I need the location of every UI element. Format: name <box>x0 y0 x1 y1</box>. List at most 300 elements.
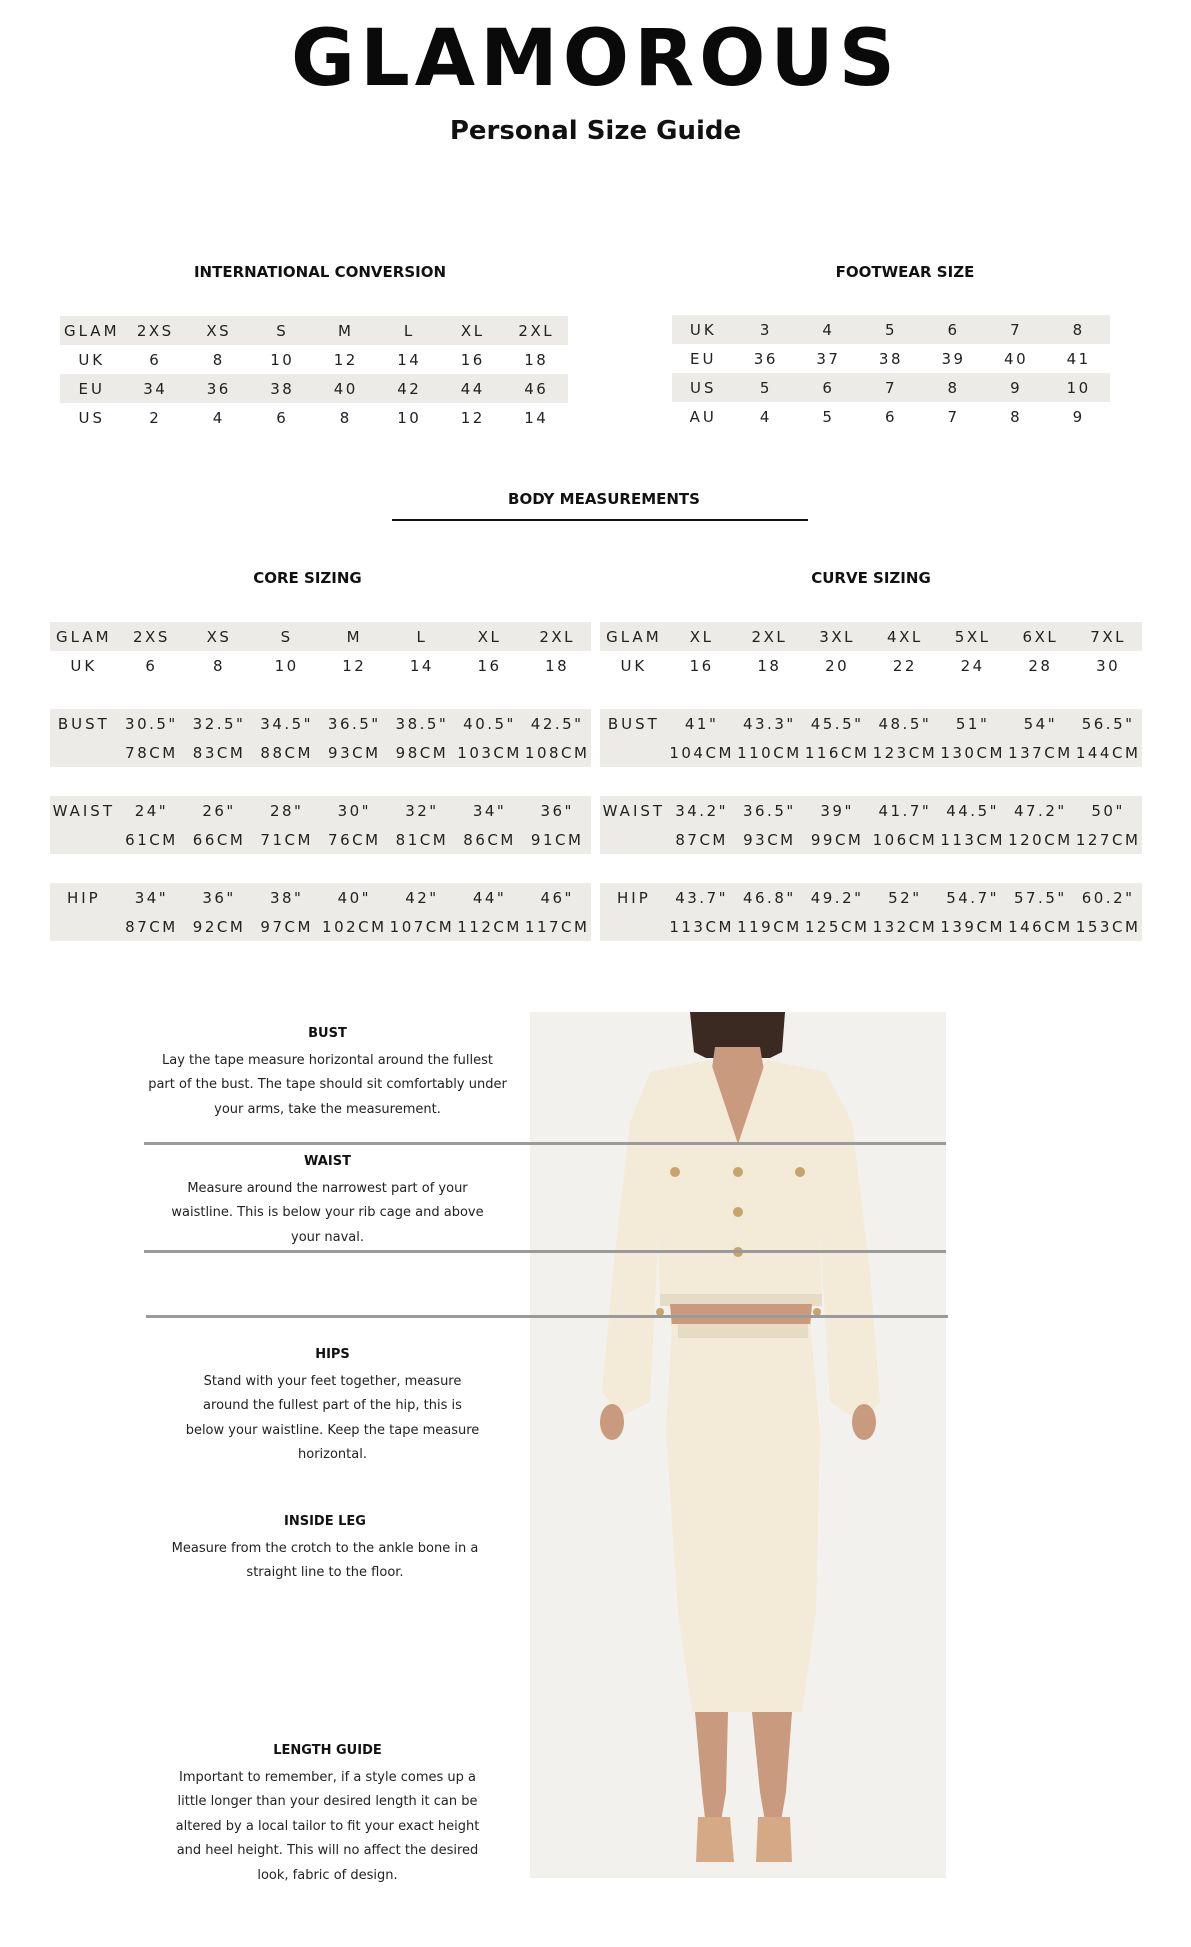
table-cell: 50" <box>1074 796 1142 825</box>
guide-bust <box>140 1022 515 1122</box>
table-cell: 8 <box>922 373 985 402</box>
table-cell: 34" <box>456 796 524 825</box>
table-cell: 30 <box>1096 656 1121 675</box>
table-cell: L <box>388 622 456 651</box>
spacer-cell <box>456 854 524 883</box>
table-cell: 8 <box>339 408 352 427</box>
guide-heading: HIPS <box>315 1347 350 1362</box>
row-header-cell: HIP <box>50 883 118 912</box>
row-header-cell <box>50 825 118 854</box>
guide-text-line: and heel height. This will no affect the desired <box>176 1843 479 1858</box>
table-cell: 34 <box>124 374 188 403</box>
table-cell: 144CM <box>1074 738 1142 767</box>
footwear-row <box>672 402 1110 431</box>
row-header-cell: WAIST <box>50 796 118 825</box>
table-cell: 14 <box>524 408 549 427</box>
waist-inch-row <box>50 796 591 825</box>
table-cell: 3XL <box>803 622 871 651</box>
table-cell: 9 <box>1072 407 1085 426</box>
table-cell: 36.5" <box>736 796 804 825</box>
table-cell: 12 <box>342 656 367 675</box>
table-cell: 10 <box>397 408 422 427</box>
bust-inch-row <box>50 709 591 738</box>
table-cell: XS <box>185 622 253 651</box>
table-cell: 102CM <box>321 912 389 941</box>
table-cell: 103CM <box>456 738 524 767</box>
spacer-cell <box>118 680 186 709</box>
curve-sizing-body <box>600 622 1142 941</box>
spacer-cell <box>456 680 524 709</box>
intl-conversion-body <box>60 316 568 432</box>
table-cell: 88CM <box>253 738 321 767</box>
guide-line-waist <box>144 1250 946 1253</box>
spacer-cell <box>185 854 253 883</box>
spacer-cell <box>388 767 456 796</box>
table-cell: 32.5" <box>185 709 253 738</box>
table-spacer-row <box>600 680 1142 709</box>
table-cell: 30.5" <box>118 709 186 738</box>
intl-row <box>60 374 568 403</box>
row-header-cell: US <box>672 373 735 402</box>
hip-cm-row <box>600 912 1142 941</box>
table-cell: 6 <box>149 350 162 369</box>
table-cell: 44" <box>456 883 524 912</box>
table-cell: 60.2" <box>1074 883 1142 912</box>
table-cell: 7 <box>947 407 960 426</box>
spacer-cell <box>523 680 591 709</box>
row-header-cell: HIP <box>600 883 668 912</box>
brand-logo: GLAMOROUS <box>291 14 900 104</box>
size-header-row <box>600 622 1142 651</box>
table-cell: 2XS <box>118 622 186 651</box>
core-sizing-body <box>50 622 591 941</box>
spacer-cell <box>668 680 736 709</box>
guide-length <box>140 1739 515 1888</box>
row-header-cell: UK <box>70 656 98 675</box>
guide-text-line: waistline. This is below your rib cage and above <box>171 1205 484 1220</box>
guide-text-line: Measure from the crotch to the ankle bone in a <box>171 1540 479 1556</box>
table-cell: 38 <box>878 349 904 368</box>
row-header-cell: EU <box>60 374 124 403</box>
table-cell: 28" <box>253 796 321 825</box>
row-header-cell: GLAM <box>60 316 124 345</box>
spacer-cell <box>939 680 1007 709</box>
table-cell: S <box>253 622 321 651</box>
core-sizing-title: CORE SIZING <box>253 569 362 587</box>
spacer-cell <box>871 680 939 709</box>
footwear-table <box>672 315 1110 431</box>
footwear-title: FOOTWEAR SIZE <box>835 263 975 281</box>
row-header-cell: WAIST <box>600 796 668 825</box>
table-cell: 123CM <box>871 738 939 767</box>
table-cell: 113CM <box>668 912 736 941</box>
uk-row <box>50 651 591 680</box>
table-cell: 40 <box>314 374 378 403</box>
spacer-cell <box>803 680 871 709</box>
table-cell: 14 <box>409 656 434 675</box>
table-cell: 6 <box>145 656 158 675</box>
table-cell: M <box>321 622 389 651</box>
table-cell: 4 <box>759 407 772 426</box>
table-cell: 104CM <box>668 738 736 767</box>
guide-hips <box>140 1343 525 1468</box>
row-header-cell: AU <box>689 407 717 426</box>
guide-inside-leg <box>140 1510 510 1586</box>
spacer-cell <box>939 854 1007 883</box>
table-cell: 38 <box>251 374 315 403</box>
table-cell: 44 <box>441 374 505 403</box>
table-cell: 10 <box>270 350 295 369</box>
table-cell: 5 <box>822 407 835 426</box>
table-cell: 61CM <box>118 825 186 854</box>
table-cell: 99CM <box>803 825 871 854</box>
table-cell: 41" <box>668 709 736 738</box>
spacer-cell <box>736 854 804 883</box>
row-header-cell: US <box>78 408 105 427</box>
spacer-cell <box>321 680 389 709</box>
intl-row <box>60 403 568 432</box>
guide-text-line: Important to remember, if a style comes up a <box>179 1769 476 1785</box>
guide-text-line: altered by a local tailor to fit your exact height <box>175 1818 480 1834</box>
table-cell: 34.2" <box>668 796 736 825</box>
table-cell: 18 <box>545 656 570 675</box>
row-header-cell: UK <box>78 350 106 369</box>
table-cell: 8 <box>1010 407 1023 426</box>
table-cell: 5XL <box>939 622 1007 651</box>
table-cell: 112CM <box>456 912 524 941</box>
table-cell: 117CM <box>523 912 591 941</box>
spacer-cell <box>1007 767 1075 796</box>
table-spacer-row <box>50 680 591 709</box>
table-cell: 39" <box>803 796 871 825</box>
table-cell: 107CM <box>388 912 456 941</box>
table-cell: 81CM <box>388 825 456 854</box>
row-header-cell <box>600 912 668 941</box>
table-cell: 18 <box>757 656 782 675</box>
table-cell: 36" <box>523 796 591 825</box>
spacer-cell <box>388 854 456 883</box>
spacer-cell <box>321 767 389 796</box>
table-cell: 8 <box>213 656 226 675</box>
table-cell: 43.3" <box>736 709 804 738</box>
table-cell: 7 <box>985 315 1048 344</box>
table-cell: 116CM <box>803 738 871 767</box>
table-cell: 10 <box>1047 373 1110 402</box>
table-cell: 36 <box>753 349 778 368</box>
table-cell: 130CM <box>939 738 1007 767</box>
table-cell: 22 <box>892 656 917 675</box>
spacer-cell <box>523 854 591 883</box>
spacer-cell <box>253 680 321 709</box>
table-cell: 98CM <box>388 738 456 767</box>
spacer-cell <box>118 854 186 883</box>
guide-text-line: horizontal. <box>298 1447 367 1462</box>
table-cell: 49.2" <box>803 883 871 912</box>
table-cell: 38.5" <box>388 709 456 738</box>
table-cell: 137CM <box>1007 738 1075 767</box>
table-cell: 66CM <box>185 825 253 854</box>
table-cell: M <box>314 316 378 345</box>
spacer-cell <box>803 854 871 883</box>
table-cell: 16 <box>477 656 502 675</box>
guide-text-line: Measure around the narrowest part of your <box>187 1180 468 1196</box>
table-cell: 87CM <box>118 912 186 941</box>
spacer-cell <box>600 767 668 796</box>
table-cell: 41 <box>1066 349 1091 368</box>
body-measurements-rule <box>392 519 808 521</box>
table-cell: 113CM <box>939 825 1007 854</box>
table-cell: 4 <box>212 408 225 427</box>
table-cell: 20 <box>825 656 850 675</box>
spacer-cell <box>939 767 1007 796</box>
spacer-cell <box>668 854 736 883</box>
table-cell: 6 <box>276 408 289 427</box>
intl-row <box>60 316 568 345</box>
table-cell: 46 <box>505 374 569 403</box>
bust-cm-row <box>50 738 591 767</box>
guide-text-line: straight line to the floor. <box>246 1565 404 1580</box>
table-cell: 41.7" <box>871 796 939 825</box>
table-cell: 108CM <box>523 738 591 767</box>
table-cell: 91CM <box>523 825 591 854</box>
table-cell: 34.5" <box>253 709 321 738</box>
guide-text-line: Stand with your feet together, measure <box>203 1373 462 1389</box>
spacer-cell <box>600 680 668 709</box>
guide-text-line: little longer than your desired length it can be <box>177 1794 478 1809</box>
guide-text-line: look, fabric of design. <box>257 1867 398 1883</box>
hip-cm-row <box>50 912 591 941</box>
table-cell: S <box>251 316 315 345</box>
intl-conversion-title: INTERNATIONAL CONVERSION <box>193 263 447 281</box>
guide-text-line: below your waistline. Keep the tape measure <box>185 1422 480 1438</box>
spacer-cell <box>50 854 118 883</box>
footwear-row <box>672 373 1110 402</box>
table-cell: 2XL <box>505 316 569 345</box>
table-spacer-row <box>600 767 1142 796</box>
table-cell: XL <box>668 622 736 651</box>
table-cell: 87CM <box>668 825 736 854</box>
table-cell: 30" <box>321 796 389 825</box>
page-subtitle: Personal Size Guide <box>449 116 742 146</box>
table-cell: 153CM <box>1074 912 1142 941</box>
table-cell: 120CM <box>1007 825 1075 854</box>
table-cell: 12 <box>333 350 358 369</box>
table-cell: 42" <box>388 883 456 912</box>
table-cell: 32" <box>388 796 456 825</box>
table-cell: 6XL <box>1007 622 1075 651</box>
row-header-cell: BUST <box>50 709 118 738</box>
row-header-cell: EU <box>690 349 717 368</box>
table-cell: 51" <box>939 709 1007 738</box>
table-cell: L <box>378 316 442 345</box>
guide-heading: INSIDE LEG <box>284 1514 366 1529</box>
spacer-cell <box>736 680 804 709</box>
table-cell: 39 <box>941 349 966 368</box>
guide-heading: WAIST <box>304 1154 351 1169</box>
table-cell: 78CM <box>118 738 186 767</box>
table-cell: 57.5" <box>1007 883 1075 912</box>
table-cell: 16 <box>460 350 485 369</box>
table-cell: 43.7" <box>668 883 736 912</box>
table-cell: 37 <box>816 349 841 368</box>
table-cell: 92CM <box>185 912 253 941</box>
table-cell: 139CM <box>939 912 1007 941</box>
table-cell: 93CM <box>736 825 804 854</box>
table-spacer-row <box>50 854 591 883</box>
spacer-cell <box>1074 680 1142 709</box>
table-cell: 6 <box>884 407 897 426</box>
table-cell: 52" <box>871 883 939 912</box>
table-cell: XS <box>187 316 251 345</box>
size-header-row <box>50 622 591 651</box>
hip-inch-row <box>600 883 1142 912</box>
table-cell: 36" <box>185 883 253 912</box>
row-header-cell: UK <box>672 315 735 344</box>
table-cell: 16 <box>689 656 714 675</box>
table-cell: 34" <box>118 883 186 912</box>
spacer-cell <box>600 854 668 883</box>
footwear-row <box>672 344 1110 373</box>
spacer-cell <box>736 767 804 796</box>
table-cell: 8 <box>1047 315 1110 344</box>
table-cell: 146CM <box>1007 912 1075 941</box>
table-cell: 7XL <box>1074 622 1142 651</box>
spacer-cell <box>803 767 871 796</box>
row-header-cell <box>50 912 118 941</box>
uk-row <box>600 651 1142 680</box>
guide-waist <box>140 1150 515 1250</box>
table-cell: XL <box>441 316 505 345</box>
table-cell: 93CM <box>321 738 389 767</box>
table-cell: 28 <box>1028 656 1053 675</box>
spacer-cell <box>871 767 939 796</box>
table-cell: 36 <box>187 374 251 403</box>
table-cell: 14 <box>397 350 422 369</box>
table-cell: 40.5" <box>456 709 524 738</box>
spacer-cell <box>185 767 253 796</box>
spacer-cell <box>871 854 939 883</box>
footwear-row <box>672 315 1110 344</box>
body-measurements-title: BODY MEASUREMENTS <box>508 490 700 508</box>
curve-sizing-title: CURVE SIZING <box>811 569 931 587</box>
spacer-cell <box>1007 854 1075 883</box>
core-sizing-table <box>50 622 591 941</box>
table-cell: 97CM <box>253 912 321 941</box>
table-cell: 3 <box>735 315 798 344</box>
table-cell: 110CM <box>736 738 804 767</box>
table-cell: 24 <box>960 656 985 675</box>
table-cell: 76CM <box>321 825 389 854</box>
table-cell: 9 <box>985 373 1048 402</box>
row-header-cell: UK <box>620 656 648 675</box>
guide-text-line: your naval. <box>291 1229 364 1245</box>
spacer-cell <box>388 680 456 709</box>
table-cell: 10 <box>274 656 299 675</box>
table-cell: 2XS <box>124 316 188 345</box>
table-cell: 45.5" <box>803 709 871 738</box>
table-cell: 86CM <box>456 825 524 854</box>
table-cell: 44.5" <box>939 796 1007 825</box>
intl-row <box>60 345 568 374</box>
spacer-cell <box>118 767 186 796</box>
row-header-cell <box>50 738 118 767</box>
table-cell: 42.5" <box>523 709 591 738</box>
spacer-cell <box>1074 854 1142 883</box>
row-header-cell: BUST <box>600 709 668 738</box>
row-header-cell <box>600 825 668 854</box>
spacer-cell <box>50 767 118 796</box>
bust-cm-row <box>600 738 1142 767</box>
table-cell: 26" <box>185 796 253 825</box>
spacer-cell <box>456 767 524 796</box>
spacer-cell <box>523 767 591 796</box>
table-cell: 119CM <box>736 912 804 941</box>
table-cell: 38" <box>253 883 321 912</box>
table-cell: 47.2" <box>1007 796 1075 825</box>
waist-cm-row <box>50 825 591 854</box>
table-cell: 48.5" <box>871 709 939 738</box>
table-cell: 106CM <box>871 825 939 854</box>
table-cell: 132CM <box>871 912 939 941</box>
table-cell: 36.5" <box>321 709 389 738</box>
table-cell: 40" <box>321 883 389 912</box>
guide-heading: LENGTH GUIDE <box>273 1743 382 1758</box>
table-cell: 127CM <box>1074 825 1142 854</box>
table-cell: 24" <box>118 796 186 825</box>
guide-line-hips <box>146 1315 948 1318</box>
table-cell: 83CM <box>185 738 253 767</box>
spacer-cell <box>50 680 118 709</box>
intl-conversion-table <box>60 316 568 432</box>
guide-line-bust <box>144 1142 946 1145</box>
table-cell: 6 <box>797 373 860 402</box>
spacer-cell <box>668 767 736 796</box>
spacer-cell <box>321 854 389 883</box>
footwear-body <box>672 315 1110 431</box>
table-cell: 2XL <box>523 622 591 651</box>
table-cell: 40 <box>1004 349 1029 368</box>
row-header-cell <box>600 738 668 767</box>
table-cell: 42 <box>378 374 442 403</box>
table-cell: 54" <box>1007 709 1075 738</box>
curve-sizing-table <box>600 622 1142 941</box>
waist-cm-row <box>600 825 1142 854</box>
table-cell: 5 <box>735 373 798 402</box>
guide-text-line: part of the bust. The tape should sit comfortably under <box>148 1077 507 1092</box>
hip-inch-row <box>50 883 591 912</box>
table-cell: 54.7" <box>939 883 1007 912</box>
waist-inch-row <box>600 796 1142 825</box>
table-cell: 4XL <box>871 622 939 651</box>
table-cell: 4 <box>797 315 860 344</box>
table-cell: 71CM <box>253 825 321 854</box>
table-cell: 56.5" <box>1074 709 1142 738</box>
table-cell: 2XL <box>736 622 804 651</box>
guide-text-line: your arms, take the measurement. <box>214 1101 441 1117</box>
spacer-cell <box>1074 767 1142 796</box>
table-cell: 7 <box>860 373 923 402</box>
spacer-cell <box>253 767 321 796</box>
table-spacer-row <box>50 767 591 796</box>
row-header-cell: GLAM <box>600 622 668 651</box>
table-cell: 18 <box>524 350 549 369</box>
table-cell: 2 <box>149 408 162 427</box>
guide-heading: BUST <box>308 1026 347 1041</box>
guide-text-line: around the fullest part of the hip, this is <box>203 1398 462 1413</box>
row-header-cell: GLAM <box>50 622 118 651</box>
table-cell: 125CM <box>803 912 871 941</box>
bust-inch-row <box>600 709 1142 738</box>
